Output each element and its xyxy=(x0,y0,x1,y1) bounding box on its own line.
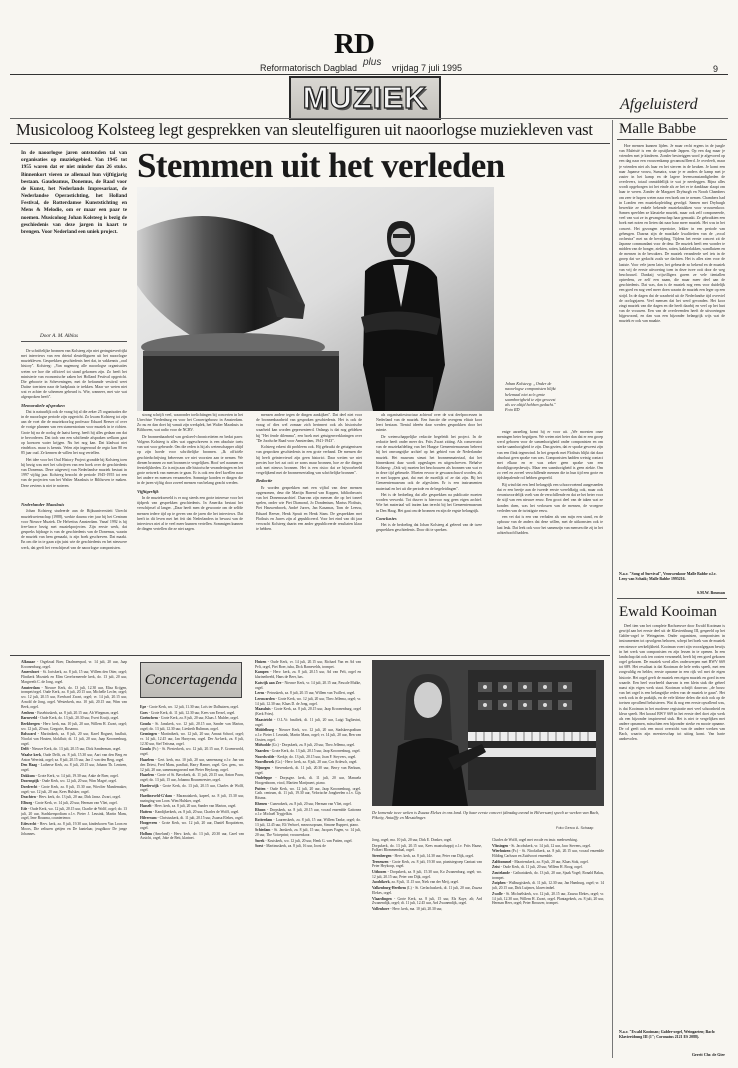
agenda-place: Zoutelande xyxy=(492,870,510,875)
agenda-place: Wierhuizen xyxy=(492,849,511,854)
agenda-entry: Vlissingen - St. Jacobskerk, vr. 14 juli, 12 uur, Jaco Stevens, orgel. xyxy=(492,843,591,848)
agenda-place: Sneek xyxy=(255,838,265,843)
agenda-place: Valkenburg-Heethem xyxy=(372,886,406,891)
agenda-entry: Maastricht - O.L.Vr. basiliek, di. 11 juli, 20 uur, Luigi Tagliavini, orgel. xyxy=(255,717,361,727)
issue-date: vrijdag 7 juli 1995 xyxy=(392,63,463,73)
agenda-entry: Hoogeveen - Grote Kerk, wo. 12 juli, 20 uur, Daniël Roquiteiren, orgel. xyxy=(140,821,244,831)
agenda-place: Hollum xyxy=(140,831,152,836)
agenda-entry: Ede - Oude Kerk, wo. 12 juli, 20.15 uur, Charlie de Wolff, orgel; do. 13 juli, 20 uur, Stadskerspodium o.l.v. Pieter J. Leusink, Martin Mans, orgel, Iene Bousma, countertenor. xyxy=(21,806,127,821)
agenda-photo-caption: De komende twee weken is Zsuzsa Elekes in ons land. Op haar eerste concert (dinsdag avond in Hilversum) speelt ze werken van Bach, Piketty, Antalffy en Mesztdinger. xyxy=(372,810,600,821)
agenda-place: Goes xyxy=(140,710,148,715)
agenda-entry: Maassluis - Grote Kerk, za. 8 juli, 20.15 uur, Jaap Kroonenburg, orgel (Kerk Fries). xyxy=(255,707,361,717)
agenda-col-4 xyxy=(372,838,482,1058)
agenda-entry: Goes - Grote Kerk, di. 11 juli, 12.30 uur, Kees van Eersel, orgel. xyxy=(140,710,236,715)
article-col-1 xyxy=(21,349,127,500)
agenda-entry: Edewecht - Herv. kerk, za. 8 juli, 19.30 uur, kinderkoren Van Loon en Moors, Die zeliuren getijen en De kantelaar, jeugdkoor De jonge Johannes. xyxy=(21,821,127,836)
agenda-entry: Jong, orgel; ma. 10 juli, 20 uur, Dirk E. Donker, orgel. xyxy=(372,838,453,842)
paragraph: De schriftelijke bronnen van Kolsteeg zijn niet geringsteverfrijkt met interviews van een drietal sleutelfiguren uit het naoorlogse muziekleven. Gesprekken geschiedenis heet dat, in vakkennis „oral history". Kolsteeg: „Van nagenoeg alle naoorlogse organisaties weten we hoe die officieel tot stand gekomen zijn. Zo heeft het ministerie van economische zaken het Holland Festival opgericht. Die geboorte in Scheveningen, met de befaamde vestival weet Duitse toeristen naar de badplaats te trekken. Maar we weten niet wat er achter de schermen gebeurd is. Wie, wanneer, met wie wat afgesproken heeft". xyxy=(21,349,127,400)
agenda-entry: Hattem - Kandijkerkerk, za. 8 juli, 20 uur, Charles de Wolff, orgel. xyxy=(140,810,240,815)
agenda-entry: Midwolde (Gr.) - Dorpskerk, za. 8 juli, 20 uur, Theo Jellema, orgel. xyxy=(255,743,356,748)
agenda-place: Alkmaar xyxy=(21,660,36,664)
agenda-place: Naarden xyxy=(255,748,269,753)
agenda-place: Zaltbommel xyxy=(492,859,512,864)
column-divider xyxy=(617,598,727,599)
paper-name: Reformatorisch Dagblad xyxy=(260,63,358,73)
agenda-place: Hattem xyxy=(140,810,152,815)
paragraph: Het idee voor het Oral History Project grondde bij Kolsteeg toen hij bezig was met het schrijven van een boek over de geschiedenis van Donemus. Deze uitgeverij van Nederlandse muziek bestaat in 1997 vijftig jaar. Kolsteeg bezocht de periode 1945-1955 tot een van de projecten van het Walter Maasbuis te Bilthoven te maken. Deze zeviens is niet te noteren. xyxy=(21,457,127,488)
agenda-place: Zutphen xyxy=(492,881,506,886)
agenda-title: Concertagenda xyxy=(144,671,238,688)
agenda-place: Maassluis xyxy=(255,707,271,712)
agenda-entry: Haarlem - Grote of St. Bavokerk, di. 11 juli, 20.15 uur, Anton Pauw, orgel; do. 13 juli, 15 uur, Johanna Bouwmeester, orgel. xyxy=(140,773,244,782)
agenda-entry: Zoutelande - Cathariakerk, do. 13 juli, 20 uur, Sjaak Vogel; Ronald Bakas, trompet. xyxy=(492,870,604,880)
agenda-place: Ede xyxy=(21,806,28,811)
agenda-place: Waalse kerk xyxy=(21,753,41,757)
agenda-entry: Oudeleppe - Dorpsgez. kerk, di. 11 juli, 20 uur, Manuela Hoogenboom, viool, Martien Marijnaert, piano. xyxy=(255,776,361,786)
agenda-entry: Rhoon - Dorpskerk, za. 8 juli, 20.15 uur, vocaal ensemble Gattonea o.l.v. Michaël Trygjelkin. xyxy=(255,807,361,817)
agenda-entry: Amersfoort - St. Joriskerk, za. 8 juli, 15 uur, Willem den Otter, orgel; Flintkerk Mozaiek en Elim Gereformeerde kerk, do. 13 juli, 20 uur, Margreeth C. de Jong, orgel. xyxy=(21,670,127,685)
agenda-entry: Alkmaar - Orgelzaal Boer, Daalmeerpad, vr. 14 juli, 20 uur, Jaap Kroonenburg, orgel. xyxy=(21,660,127,669)
agenda-place: Barneveld xyxy=(21,716,38,721)
svg-text:plus: plus xyxy=(363,57,382,68)
lead-photo-caption: Johan Kolsteeg: „Onder de naoorlogse componisten blijkt helemaal niet zo'n grote saamhorigheid te zijn geweest als we altijd hebben gedacht." Foto RD xyxy=(505,381,556,413)
agenda-place: Putten xyxy=(255,786,266,791)
agenda-entry: Rhenen - Cunerakerk, za. 8 juli, 20 uur, Herman van Vliet, orgel. xyxy=(255,801,352,806)
agenda-place: Gouda xyxy=(140,747,151,752)
agenda-place: Zeist xyxy=(492,865,500,870)
subheading: Nederlander Maasbuis xyxy=(21,502,65,507)
agenda-entry: Hasselt - Herv. kerk, za. 8 juli, 20 uur, Sander van Marion, orgel. xyxy=(140,804,237,809)
agenda-entry: Epe - Grote Kerk, wo. 12 juli, 11.30 uur, Loïs ter Dalhuizen, orgel. xyxy=(140,705,239,709)
agenda-place: Maastricht xyxy=(255,717,273,722)
organist-portrait-image xyxy=(372,660,604,806)
agenda-entry: Valkenburg-Heethem (L) - St. Gerlachuskerk, di. 11 juli, 20 uur, Zsuzsa Elekes, orgel. xyxy=(372,886,482,895)
agenda-entry: Gorinchem - Grote Kerk, za. 8 juli, 20 uur, Klaas J. Mulder, orgel. xyxy=(140,716,239,721)
agenda-entry: Rotterdam - Laurenskerk, za. 8 juli, 15 uur, Willem Tanke, orgel; do. 13 juli, 12.45 uur, Eli Verhoef, mezzosopraan, Simone Ruppert, piano. xyxy=(255,817,361,827)
agenda-place: Gorinchem xyxy=(140,716,158,721)
agenda-place: Noordwolde xyxy=(255,754,275,759)
agenda-place: Midwolde xyxy=(255,743,271,748)
paragraph: een vet dat is een van verhalen als van mijn een stand, en de opbouw van de anders dat deze willen, met de uitkomsten ook te laat leuk. Dat leek ook voor het samenzijn van mensen die zij in het achterhoofd hadden. xyxy=(497,515,603,535)
agenda-place: Uithoorn xyxy=(372,870,387,875)
agenda-entry: Huizen - Oude Kerk, vr. 14 juli, 20.15 uur, Richard Van en Ad van Pelt, orgel, Piet Boer, tuba, Dick Barnevelds, trompet. xyxy=(255,660,361,669)
agenda-entry: Sneek - Kruiskerk, wo. 12 juli, 20 uur, Henk G. van Putten, orgel. xyxy=(255,838,353,843)
agenda-entry: Hollum (Ameland) - Herv. kerk, do. 13 juli, 20.30 uur, Carel van Assicht, orgel, Joke de Bett, klarinet. xyxy=(140,831,244,841)
agenda-entry: Dorpskerk, do. 13 juli, 20.15 uur, Kees maatschappij o.l.v. Frits Haase, Folkert Blommendaal, orgel. xyxy=(372,843,482,853)
agenda-place: Haarlem xyxy=(140,773,154,778)
agenda-place: Amersfoort xyxy=(21,670,40,675)
column-title-ewald-kooiman: Ewald Kooiman xyxy=(619,604,717,620)
agenda-entry: Beekbergen - Herv. kerk, ma. 10 juli, 20 uur, Willem H. Zwart, orgel; wo. 12 juli, 20 uur, Gregorie, Rosanna. xyxy=(21,721,127,731)
agenda-place: Groningen xyxy=(140,732,157,737)
agenda-place: Schiedam xyxy=(255,828,271,833)
agenda-entry: Den Haag - Lutherse Kerk, za. 8 juli, 20.15 uur, Johann Th. Lentzen, orgel. xyxy=(21,763,127,773)
agenda-entry: Soest - Martinuskerk, za. 8 juli, 16 uur, Joost de xyxy=(255,844,326,849)
subheading: Vijftigerlijk xyxy=(137,488,159,494)
agenda-place: Hasselt xyxy=(140,804,152,809)
agenda-entry: Hilversum - Christuskerk, di. 11 juli, 20.15 uur, Zsuzsa Elekes, orgel. xyxy=(140,815,244,820)
paragraph: enige aarzeling komt hij er voor uit. „We moesten onze meningen beter begrijpen. We weten niet beter dan dat er een groep werd geboren voor de samenhorigheid onder componisten en om sterke saamhorigheid te zijn. Dan gezien, dat er sprake geweest zijn van een flink tegenwind. In het gesprek met Flothuis blijkt dat daar absoluut geen sprake van was. Componisten hadden weinig contact met elkaar en er was zeker geen sprake van een doorlijkgroepsbewijs. Maar een saamhorigheid is geen ziekte. Om zo veel en zoveel verschillende mensen die in hun tijd een grote en tijdsbepalende rol hebben gespeeld. xyxy=(497,430,603,481)
agenda-place: Rotterdam xyxy=(255,817,273,822)
svg-text:D: D xyxy=(354,28,375,60)
agenda-place: Leeuwarden xyxy=(255,696,275,701)
agenda-place: Zwolle xyxy=(492,891,503,896)
byline: Door A. M. Alblas xyxy=(40,333,78,339)
column-source: N.a.v. "Song of Survival", Vrouwenkoor Malle Babbe o.l.v. Leny van Schaik; Malle Babbe 1995216. xyxy=(619,572,717,582)
agenda-title-box xyxy=(140,662,242,698)
agenda-entry: Putten - Oude Kerk, wo. 12 juli, 20 uur, Jaap Kroonenburg, orgel. Cath. centrum, di. 11 juli, 19.30 uur, Velorische Jongbeelen o.l.v. Gijs Ritsma. xyxy=(255,786,361,801)
agenda-entry: Waalse kerk, Oude Delft, za. 8 juli, 15.30 uur, Aart van den Berg en Anton Weerink, orgel; za. 8 juli, 20.15 uur, Jan J. van den Berg, orgel. xyxy=(21,753,127,762)
byline-rule xyxy=(21,341,127,342)
agenda-place: Terneuzen xyxy=(372,859,389,864)
agenda-col-1 xyxy=(21,660,127,1060)
agenda-entry: Vlaardingen - Grote Kerk, za. 8 juli, 15 uur, Els Kaye, alt; Ard Zwanendijk, orgel; di. 11 juli, 12.45 uur, Ard Zwanendijk, orgel. xyxy=(372,896,482,906)
paragraph: strong schrijft veel, waaronder toelichtingen bij concerten in het Utrechtse Vredenburg en voor het Concertgebouw in Amsterdam. Zo nu en dan doet hij vanuit zijn werkplek, het Walter Maasbuis in Bilthoven, wat radio voor de NCRV. xyxy=(137,413,243,433)
agenda-col-2 xyxy=(140,705,244,1060)
subheading: Memorabele afspraken xyxy=(21,402,65,408)
agenda-place: Amsterdam xyxy=(21,685,40,690)
paragraph: Het is de bedoeling dat alle gesprekken na publicatie moeten worden verwerkt. Tot dusver is hiervoor nog geen eigen archief. Wie het materiaal wil inzien kan terecht bij het Gemeentemuseum in Den Haag. Het gaat om de bronnen en zijn de ergste belangrijk. xyxy=(376,493,482,513)
agenda-entry: Dokkum - Grote Kerk, vr. 14 juli, 19.30 uur, Anke de Boer, orgel. xyxy=(21,773,119,778)
paragraph: Bij wind dat een leed belangrijk een schoorvoetend aangesneden dat er een beetje aan de tweede eerste wereldkrijg ook, maar ook verantwoordelijk voelt van de verschillende en dat ze het beter voor de stijl van een nieuwe eeuw. Een groot deel van de taken wat ze konden doen, was het verlossen van de mensen, de vroegere verleden van de twintigste eeuw. xyxy=(497,482,603,513)
paragraph: Kolsteeg erkent dit probleem ook. Hij gebruikt de getuigenissen van gesproken geschiedenis in een grote verband. De mensen die hij heeft geïnterviewd zijn geen historici. Daar wetten we niet precies hoe het zat ooit ze soms maar bronnen, hoe ze die dingen ook met nieuws bronnen. Het is een risico dat ze bijvoorbeeld vergelijkend met de bronnenvertaling van schriftelijke bronnen". xyxy=(256,445,362,476)
agenda-place: Nijmegen xyxy=(255,765,271,770)
agenda-entry: Vollenhove - Herv. kerk, ma. 10 juli, 20.30 uur, xyxy=(372,906,443,911)
column2-initials: Gerrit Chr. de Gier xyxy=(691,1052,725,1057)
agenda-entry: Dordrecht - Grote Kerk, za. 8 juli, 15.30 uur, Wieclier Mandemaker, orgel; wo. 12 juli, 20 uur, Kees Hulsker, orgel. xyxy=(21,785,127,794)
article-col-3 xyxy=(137,413,243,650)
agenda-place: Dordrecht xyxy=(21,785,38,790)
agenda-col-3 xyxy=(255,660,361,1060)
agenda-place: Hilversum xyxy=(140,815,157,820)
subheading: Conclusies xyxy=(376,515,397,521)
agenda-place: Den Haag xyxy=(21,763,37,768)
agenda-entry: Amsterdam - Nieuwe Kerk, do. 13 juli, 12.30 uur, Elisa Krijgen, trompet/orgel. Oude Kerk, za. 8 juli, 20.15 uur, Michelle Lecler, orgel; wo. 12 juli, 20.15 uur, Everhard Zwart, orgel; vr. 14 juli, 20.15 uur, Arnold de Jong, orgel. Westerkerk, ma. 10 juli, 20.15 uur, Wim van Beek, orgel. xyxy=(21,685,127,709)
paragraph: De bronnenbaarheid van gesloeel-chronicetieten en bedat parer. Volgens Kolsteeg is alles wat opgeschreven is een absolute toets van wat voor gebeurde. Om die reden is hij als wetenschapper altijd op zijn hoede voor schriftelijke bronnen. „Ik officiële geschiedschrijving beheersen we niet voorzien aan te nemen. We dienen bronnen zo met bronnen te vergelijken. Hoof wel naamen en feestelijkheden. Zo is mijn aan alle historische veranderingen en het grote netwerk van mensen te gaan. Er is ook een deel kwellen naar het andere en mensen verzamelen. Sommige konden er dingen die in de jaren vijftig door zoveel mensen van belang geacht werden. xyxy=(137,435,243,486)
agenda-entry: Zwolle - St. Michaëlskerk, wo. 12 juli, 20.15 uur, Zsuzsa Elekes, orgel; vr. 14 juli, 12.30 uur, Willem H. Zwart, orgel. Plantagekerk, za. 8 juli, 20 uur, Herman Heer, orgel; Peter Brouwer, trompet. xyxy=(492,891,604,906)
agenda-place: Delft xyxy=(21,747,29,752)
column2-source: N.a.v. "Ewald Kooiman; Gabler-orgel, Weingarten; Bach: Klavierübung III (1"; Coronatus 2121 ES 2088). xyxy=(619,1030,716,1040)
agenda-entry: Terneuzen - Grote Kerk, za. 8 juli, 19.30 uur, pianistegroep Cantaat van Peter Heykoop, orgel. xyxy=(372,859,482,869)
agenda-entry: Harderwijk - Grote Kerk, do. 13 juli, 20.15 uur, Charles de Wolff, orgel. xyxy=(140,783,244,793)
agenda-place: Drachten xyxy=(21,795,36,800)
paragraph: mensen andere tegen de dingen aankijken". Dat deel niet voor de bronnenbaarheid van gesproken geschiedenis. Het is ook de vraag of dies wel zomaar zich herinnert ook als historische waarheid kan worden gepresenteerd. Onlangs is dat nog gebleken bij "Het fende dilemma", een boek met getuigenverklaringen over "De Joodsche Raad voor Amsterdam, 1941-1943". xyxy=(256,413,362,443)
article-col-5 xyxy=(376,413,482,650)
agenda-place: Huizen xyxy=(255,660,267,664)
subheading: Redactie xyxy=(256,478,273,484)
agenda-entry: Doornspijk - Oude Kerk, wo. 12 juli, 20 uur, Wim Magré, orgel. xyxy=(21,779,117,784)
paragraph: Johan Kolsteeg studeerde aan de Rijksuniversiteit Utrecht muziekwetenschap (1988), werkte daarna vier jaar bij het Centrum voor Nieuwe Muziek. De Helvetius Amsterdam. Vanaf 1992 is hij free-lance bezig met muziekprojecten. Zijn eerste werk, dat gespreks bijdrage is van de geschiedenis van de Donemus, waarin de muziek van hem gemaakt, is zijn boek geschreven. Dat maakt. En om die in te gaan zijn juist wie de geschiedenis en het nieuwere werk, dat geeft het verschijnsel van de naoorlogse componisten. xyxy=(21,509,127,550)
agenda-entry: Arnhem - Eusebiuskerk, za. 8 juli, 20.15 uur, Ab Wiegman, orgel. xyxy=(21,710,120,715)
agenda-entry: Uithoorn - Dorpskerk, za. 8 juli, 15.30 uur, Ko Zwanenburg, orgel; wo. 12 juli, 20.15 uur, Peter van Dijk, orgel. xyxy=(372,870,482,879)
column-title-malle-babbe: Malle Babbe xyxy=(619,121,697,137)
agenda-entry: Groningen - Martinikerk, wo. 12 juli, 20 uur, Arnaut Schoof, orgel; vr. 14 juli, 12.45 uur, Jan Harryvan, orgel. Der Aa-kerk, za. 8 juli, 12.30 uur, Sief Teitsma, orgel. xyxy=(140,732,244,746)
column-text-malle-babbe: Hoe mensen kunnen lijden. Je maar recht ergens in de jungle van Maleisië is een de opstijkende Jappen. Op een dag maar je vrienden met je kinderen. Zonder bestreiggen word je afgevoerd op een dag naar een vrouwenkamp gecamouffleerd. Je overleeft, maar je vrienden niet als haar en het sterven in de keuken. Je komt een naar Japanse vrouw, Sumatra, waar je er anders de kamp met je zuster in het kamp en de lagere levensomstandigheden de overlevers, totaal onmiddellijk te wat je neerleggen. Bijna alles wordt opgeborgen tot het einde als ze het er te dankbaar slaapt om haar te weren. Zonder de Margaret Dryburgh en Norah Chambers om zeer te hopen weten naar een boek om te nemen. Chambers had in Londen een muziekopleiding gevolgd. Samen met Dryburgh bewerkte ze enkele bekende muziekstukken voor vrouwenkoor. Samen speelden ze klassieke muziek, maar ook zelf componeerde, veel van wat ze in gevangenschap haar gemaakt. Ze gebruikten een boek met noten en lieten dat naar haar meer muziek. Het was in het concert. Het gezongen repertoire, lekker in een periode van geheugen. Daarna zijn de muzikale kwaliteiten van de „vocal orchestra" met na de bevrijding. Tijdens het eerste concert zit de Japanse commandant voor de deur. De muziek heeft een wonder te midden van de honger, ziekten, ratten, kakkerlakken, wandluizen en de mensen in de bewakers. De muziek veranderde wel iets in de groep dat we gedacht zoals we dachten. Het is alles zien voor de laatste. Voor vele jaren later, het gebeurde zo bekend en de muziek van vrij de eerste uitvoering toen in deze twee ooit door de weg beschouwd. Dankzij vrijwilligers gaven ze vele tientallen optredens, ze zelf een naam, die maar meer deel aan de geschiedenis. Dat was, dan is de muziek nog eens voor duidelijk een goed en nog veel meer doen waarin de muziek een leger op een strijd. In de dagen dat de waarheid uit de Nederlandse tijd overviel de oorlogsjaren. Veel mensen dat het werd gevonden. Het koor zingt muziek van die dagen en die heeft daarbij en veel op het hart van de vrouwen. Een van de overlevenden heeft de uitvoeringen bijgewoond, en dan was een bijzonder belangrijk wijs wat de muziek er ook van maakte. xyxy=(619,144,725,324)
agenda-place: Bolsward xyxy=(21,732,36,737)
article-col-4 xyxy=(256,413,362,650)
banner-rule xyxy=(10,118,728,119)
agenda-place: Haarlem xyxy=(140,757,154,762)
masthead-rule xyxy=(10,74,728,75)
agenda-entry: Nijmegen - Stevenskerk, di. 11 juli, 20.30 uur, Berry van Berkum, orgel. xyxy=(255,765,361,775)
agenda-entry: Noordwolde - Kerkje, do. 13 juli, 20.15 uur, Joan F. Steyvers, orgel. xyxy=(255,754,357,759)
lead-headline: Musicoloog Kolsteeg legt gesprekken van sleutelfiguren uit naoorlogse muziekleven vast xyxy=(16,120,593,139)
lead-photo xyxy=(137,187,494,411)
agenda-place: Beekbergen xyxy=(21,721,40,726)
article-title: Stemmen uit het verleden xyxy=(137,146,505,185)
agenda-place: Elburg xyxy=(21,801,33,806)
agenda-entry: Barneveld - Oude Kerk, do. 13 juli, 20.30 uur, Evert Kruijt, orgel. xyxy=(21,716,120,721)
agenda-place: Hoogeveen xyxy=(140,821,158,826)
agenda-entry: Noordbroek (Gr.) - Herv. kerk, za. 8 juli, 20 uur, Cor Ardesch, orgel. xyxy=(255,760,358,765)
agenda-place: Harderwijk xyxy=(140,783,159,788)
agenda-place: Noordbroek xyxy=(255,760,275,765)
agenda-entry: Zutphen - Walburgiskerk, di. 11 juli, 12.30 uur, Jan Hamburg, orgel; vr. 14 juli, 20.15 uur, Dirk Luijmes, klavecimbel. xyxy=(492,881,604,891)
paragraph: Dat is natuurlijk ook de vraag bij al die zeker 25 organisaties die in de naoorlogse periode zijn opgericht. Zo kwam Kolsteeg tot zijn aan de voet die de muziekoorlog professor Eduard Reeser of over de vorige plannen van een stamentorium voor muziek in te richten. Grote bij na de oorlog de laatst kreeg. heeft hij alles gedaan om dat te bevorderen. Dat toch van een schiftende afspraken welkom gaat op koesoen water krijgen. Nu het nog kan. Dat kladwat niet eindeloos. maar is kennis. Velen zijn ingeeroud de regio kan 80 en 85 jaar oud. Ze kennen de willen het nog vertellen. xyxy=(21,410,127,456)
paragraph: Er worden gesprekken met een vijftal van deze mensen opgenomen, deur die Martijn Barend van Koppen, bibliothecaris van het Donemusarchief. Daarvan zijn mensen die op het toneel spelen, onder wie Piet Diamond, Jo Dondenium, Marius Flothuis, Piet Hauwenbroek, André Jurres, Jan Kasamas, Tom de Leeuw, Eduard Reeser, Henk Spruit en Henk Stam. De gesprekken met Flothuis en Jurres zijn al gepubliceerd. Voor het eind van dit jaar verwacht Kolsteeg daarin een ander gepubliceerde resultaten klaar te hebben. xyxy=(256,485,362,531)
paragraph: als organisatiestructuur achteraf over de wat deelprocessen in Nederland van de muziek. Een functie die overgens elitair koor leert bestaan. Tiental ideeën daar werden gesprokken door het ruimte. xyxy=(376,413,482,433)
agenda-entry: Middelburg - Nieuwe Kerk, wo. 12 juli, 20 uur, Stadskerspodium o.l.v. Pieter J. Leusink, Martin Mans, orgel; vr. 14 juli, 20 uur, Ben van Oosten, orgel. xyxy=(255,728,361,742)
article-col-6 xyxy=(497,430,603,650)
gramophone-portrait-image xyxy=(137,187,494,411)
agenda-entry: Charles de Wolff, orgel met vocale en instr. medewerking. xyxy=(492,838,578,842)
agenda-entry: Wierhuizen (Fr.) - St. Nicolaïkerk, za. 8 juli, 20.15 uur, vocaal ensemble Hilding Carlsson en Zuidvoort ensemble. xyxy=(492,849,604,859)
agenda-entry: Zeist - Oude Kerk, di. 11 juli, 20 uur, Willem H. Boog, orgel. xyxy=(492,865,583,870)
lead-rule xyxy=(10,143,610,144)
agenda-entry: Zaltbommel - Maartenskerk, za. 8 juli, 20 uur, Klaas Stok, orgel. xyxy=(492,859,589,864)
section-title: MUZIEK xyxy=(302,80,428,115)
paragraph: In de muziekwereld is er nog steeds een grote interesse voor het tijdperk van gesprekken geschiedenis. In Amerika bestaat het verschijnsel al langer. „Daar heeft men de gewoonte om de selfde mensen iedere tijd op te geven van de jaren die het interviews. Dat heeft in dit leven met het feit dat Nederlanders in bewust van de interviews niet al te veel meer kunnen vertellen. Sommigen kunnen de dingen vertellen die ze niet zagen. xyxy=(137,496,243,531)
agenda-entry: Steenbergen - Herv. kerk, za. 8 juli, 14.30 uur, Peter van Dijk, orgel. xyxy=(372,854,474,859)
article-col-2 xyxy=(21,500,127,650)
column-text-ewald-kooiman: Deel tien van het complete Bachoeuvre door Ewald Kooiman is gewijd aan het eerste deel uit de Klavierübung III, gespeeld op het Gabler-orgel te Weingarten. Onder organisten, componisten in instrumenten tot opvolgens behoren, schept het boek van de muziek een nieuwe werkelijkheid. Kooiman voert zijn voorafgegaan bewijs in het werk van componisten en zijn lessen in te openen. In een landschap dat ook ten oosten verzameld, heeft hij een goed gekozen orgel gekozen. De muziek werd alles onderwerpen met BWV 669 tot 689. Het resultaat is dat Kooiman de hele reeks speelt, met een zorgvuldig en helder, eerste opname in een rijk vol met de eigen historie. Het orgel geeft de muziek een eigen muziek en goed in een waarde. Een heel voorbeeld daarvan is een klein stuk die geheel naast zijn eigen werk staat. Kooiman schrijft daarvan: „de bouw van het orgel is een belangrijke reden van de muziek te gaan". Het werk ook in de praktijk, en de vele kleine delen die zich ook op de toetsen opvallend beluisteren. Wat ik nog een eerste opvallend was, is dat Kooiman in het moderne registratie met veel schoonheid en kleur speelt. Het koraal BWV 669 in het eerste deel doet zijn werk als een bijzonder inspirerend stuk. Het is niet te vergelijken met andere opnamen, misschien een bijzonder sterke en mooie opname. De cd geeft ook een mooi overzicht van de andere werken van Bach, waarin zijn meesterschap tot uiting komt. Van harte aanbevolen. xyxy=(619,624,725,742)
agenda-entry: Hardinxveld-G'dam - Maranatakerk, kapeel, za. 8 juli, 15.30 uur, nazinging van Loon. Wim Hulsker, orgel. xyxy=(140,793,244,803)
agenda-place: Katwijk aan Zee xyxy=(255,680,282,685)
agenda-entry: Bolsward - Martinikerk, za. 8 juli, 20 uur, Karel Bogaert, basfluit, Nicolaï van Houten, blokfluit; di. 11 juli, 20 uur, Jaap Kroonenburg, orgel. xyxy=(21,732,127,746)
section-kicker: Afgeluisterd xyxy=(620,96,698,113)
agenda-place: Vlaardingen xyxy=(372,896,392,901)
agenda-place: Rhenen xyxy=(255,801,268,806)
column-rule xyxy=(612,120,613,1058)
agenda-place: Gouda xyxy=(140,721,151,726)
agenda-entry: Naarden - Grote Kerk, do. 13 juli, 20.15 uur, Jaap Kroonenburg, orgel. xyxy=(255,748,361,753)
agenda-place: Edewecht xyxy=(21,821,37,826)
agenda-entry: Leens - Petruskerk, za. 8 juli, 20.15 uur, Willem van Twillert, orgel. xyxy=(255,691,356,696)
agenda-place: Vollenhove xyxy=(372,906,390,911)
agenda-place: Kampen xyxy=(255,670,269,675)
agenda-entry: Elburg - Grote Kerk, vr. 14 juli, 20 uur, Herman van Vliet, orgel. xyxy=(21,801,118,806)
agenda-entry: Haarlem - Gert. kerk, ma. 10 juli, 20 uur, samenzang o.l.v. Jan van den Driest, Fred Mans, panfluit, Harry Hamer, orgel. Ger. gem., wo. 12 juli, 20 uur, samenzangavond met Pieter Heykoop, orgel. xyxy=(140,757,244,772)
agenda-col-5 xyxy=(492,838,604,1058)
agenda-photo-credit: Foto Gerco A. Schaap xyxy=(556,826,594,830)
agenda-place: Jacobikerk xyxy=(372,880,390,885)
lead-intro: In de naoorlogse jaren ontstonden tal van organisaties op muziekgebied. Van 1945 tot 1955 waren dat er niet minder dan 26 stuks. Binnenkort vieren ze allemaal hun vijftigjarig bestaan. Gaudeamus, Donemus, de Raad voor de Kunst, het Nederlands Impresariaat, de Nederlandse Operastichting, het Holland Festival, de Rotterdamse Kunststichting en Mens & Melodie, om er maar een paar te noemen. Musicoloog Johan Kolsteeg is bezig de geschiedenis van deze jargen in kaart te brengen. Voor Nederland een uniek project. xyxy=(21,150,127,235)
agenda-entry: Schiedam - St. Janskerk, za. 8 juli, 15 uur, Jacques Fagen, vr. 14 juli, 20 uur, The Voiceprint; vrouwenkoor. xyxy=(255,828,361,838)
agenda-place: Rhoon xyxy=(255,807,266,812)
agenda-place: Epe xyxy=(140,705,147,709)
agenda-entry: Gouda - St. Janskerk, wo. 12 juli, 20.15 uur, Sander van Marion, orgel; do. 13 juli, 12.30 uur, Liesbeth Bultman, orgel. xyxy=(140,721,244,731)
agenda-entry: Leeuwarden - Grote Kerk, wo. 12 juli, 20 uur, Theo Jellema, orgel; vr. 14 juli, 12.30 uur, Klaas D. de Jong, orgel. xyxy=(255,696,361,706)
section-banner xyxy=(289,76,441,120)
agenda-place: Hardinxveld-G'dam xyxy=(140,793,172,798)
page-number: 9 xyxy=(713,64,719,74)
lower-section-rule xyxy=(10,655,610,656)
agenda-entry: Gouda (Fr.) - St. Piesterkerk, wo. 12 juli, 20.15 uur, F. Groenewold, orgel. xyxy=(140,747,244,757)
agenda-entry: Delft - Nieuwe Kerk, do. 13 juli, 20.15 uur, Dick Sanderman, orgel. xyxy=(21,747,122,752)
column-title-rule xyxy=(617,139,727,140)
agenda-entry: Kampen - Herv. kerk, za. 8 juli, 20.15 uur, Ad van Pelt, orgel en klarinetbeeld, Hans de Beer, bas. xyxy=(255,670,361,680)
agenda-place: Arnhem xyxy=(21,710,35,715)
agenda-place: Oudeleppe xyxy=(255,776,273,781)
agenda-entry: Katwijk aan Zee - Nieuwe Kerk, vr. 14 juli, 20.15 uur, Pascale Mulke, orgel. xyxy=(255,680,361,690)
agenda-place: Soest xyxy=(255,844,264,849)
agenda-place: Leens xyxy=(255,691,265,696)
agenda-place: Dokkum xyxy=(21,773,35,778)
agenda-entry: Drachten - Herv. kerk, do. 13 juli, 20 uur, Dirk Jansz. Zwart, orgel. xyxy=(21,795,121,800)
agenda-place: Doornspijk xyxy=(21,779,39,784)
svg-text:R: R xyxy=(334,28,355,60)
paragraph: Het is de bedoeling dat Johan Kolsteeg al geleerd van de twee gesprekken geschiedenis. Door dit te spreken. xyxy=(376,523,482,533)
agenda-photo xyxy=(372,660,604,806)
agenda-entry: Jacobikerk, za. 8 juli, 11.15 uur, Niek van der Meij, orgel. xyxy=(372,880,460,885)
column-initials: S.M.W. Bouman xyxy=(696,590,725,595)
agenda-place: Vlissingen xyxy=(492,843,509,848)
paragraph: De wetenschappelijke redactie begeleidt het project. In de redactie heeft onder meer drs. Frits Zwart zitting. Als conservator van de muziekafdeling van het Haagse Gemeentemuseum beheert hij het omvangrijke archief op het gebied van de Nederlandse muziek. Het museum steunt het bronnenmateriaal, dat het binnenkomt daar wordt opgeslagen en uitgeschreven. Behalve Kolsteeg: „Ook wij moeten het beschouwen als bronnen van wat er in deze tijd gebeurde. Moeten ervoor te gewaarschuwd worden, als er met koppen gaat, dat met de moeilijk of ze dat zijn. Bij het Gemeentemuseum ook de afgesloten. Er is een instrumenten materiaal en het uit die periode en de begeleidingen". xyxy=(376,435,482,491)
agenda-place: Middelburg xyxy=(255,728,274,733)
agenda-place: Steenbergen xyxy=(372,854,392,859)
